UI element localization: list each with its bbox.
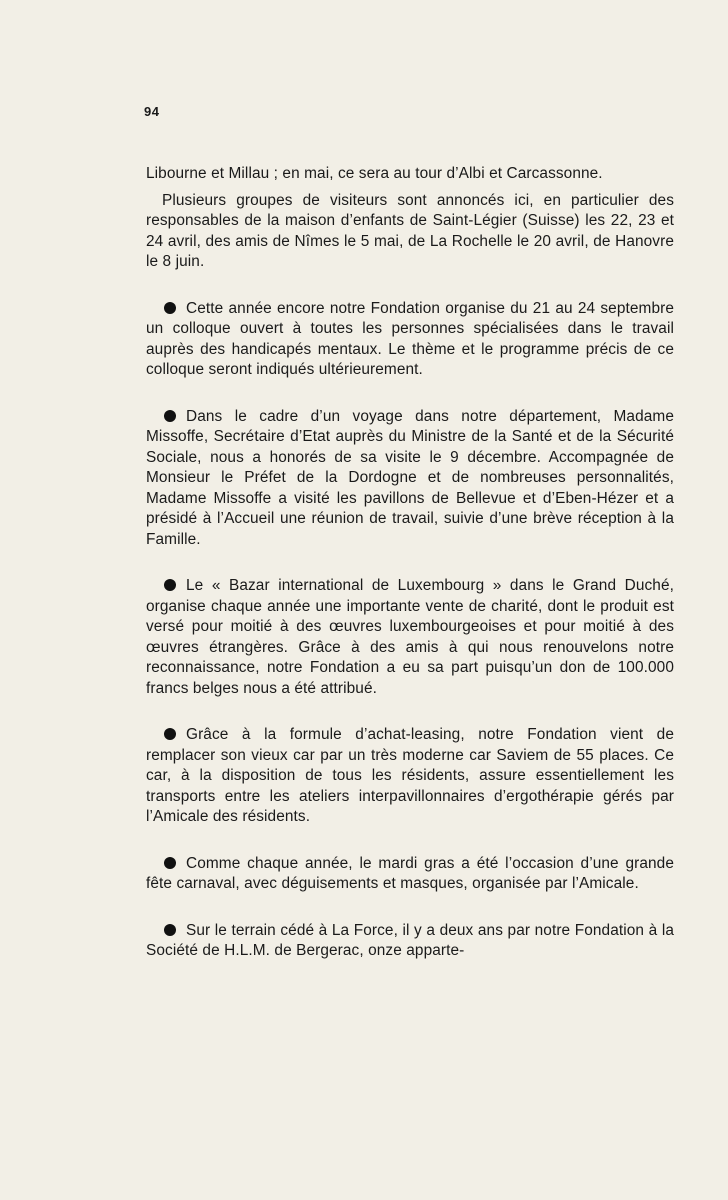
page-number: 94 bbox=[144, 104, 160, 119]
paragraph-visitors bbox=[146, 191, 674, 273]
paragraph-text: Sur le terrain cédé à La Force, il y a deux ans par notre Fondation à la Société de H.L.M. de Bergerac, onze apparte- bbox=[146, 921, 674, 959]
bullet-icon bbox=[164, 857, 176, 869]
bullet-icon bbox=[164, 579, 176, 591]
body-text bbox=[146, 164, 674, 968]
paragraph-text: Dans le cadre d’un voyage dans notre département, Madame Missoffe, Secrétaire d’Etat auprès du Ministre de la Santé et de la Sécurité Sociale, nous a honorés de sa visite le 9 décembre. Accompagnée de Monsieur le Préfet de la Dordogne et de nombreuses personnalités, Madame Missoffe a visité les pavillons de Bellevue et d’Eben-Hézer et a présidé à l’Accueil une réunion de travail, suivie d’une brève réception à la Famille. bbox=[146, 407, 674, 548]
paragraph-text: Comme chaque année, le mardi gras a été l’occasion d’une grande fête carnaval, avec déguisements et masques, organisée par l’Amicale. bbox=[146, 854, 674, 892]
bullet-icon bbox=[164, 924, 176, 936]
paragraph-terrain bbox=[146, 921, 674, 962]
paragraph-text: Grâce à la formule d’achat-leasing, notre Fondation vient de remplacer son vieux car par un très moderne car Saviem de 55 places. Ce car, à la disposition de tous les résidents, assure essentiellement les transports entre les ateliers interpavillonnaires d’ergothérapie gérés par l’Amicale des résidents. bbox=[146, 726, 674, 825]
paragraph-text: Libourne et Millau ; en mai, ce sera au tour d’Albi et Carcassonne. bbox=[146, 165, 603, 182]
bullet-icon bbox=[164, 302, 176, 314]
paragraph-car bbox=[146, 725, 674, 828]
paragraph-text: Cette année encore notre Fondation organise du 21 au 24 septembre un colloque ouvert à toutes les personnes spécialisées dans le travail auprès des handicapés mentaux. Le thème et le programme précis de ce colloque seront indiqués ultérieurement. bbox=[146, 299, 674, 378]
paragraph-colloque bbox=[146, 299, 674, 381]
paragraph-continuation bbox=[146, 164, 674, 185]
paragraph-text: Le « Bazar international de Luxembourg » dans le Grand Duché, organise chaque année une importante vente de charité, dont le produit est versé pour moitié à des œuvres luxembourgeoises et pour moitié à des œuvres étrangères. Grâce à des amis à qui nous renouvelons notre reconnaissance, notre Fondation a eu sa part puisqu’un don de 100.000 francs belges nous a été attribué. bbox=[146, 577, 674, 697]
bullet-icon bbox=[164, 410, 176, 422]
paragraph-bazar bbox=[146, 576, 674, 699]
paragraph-text: Plusieurs groupes de visiteurs sont annoncés ici, en particulier des responsables de la maison d’enfants de Saint-Légier (Suisse) les 22, 23 et 24 avril, des amis de Nîmes le 5 mai, de La Rochelle le 20 avril, de Hanovre le 8 juin. bbox=[146, 191, 674, 270]
paragraph-carnaval bbox=[146, 854, 674, 895]
paragraph-visite-ministre bbox=[146, 407, 674, 551]
bullet-icon bbox=[164, 728, 176, 740]
